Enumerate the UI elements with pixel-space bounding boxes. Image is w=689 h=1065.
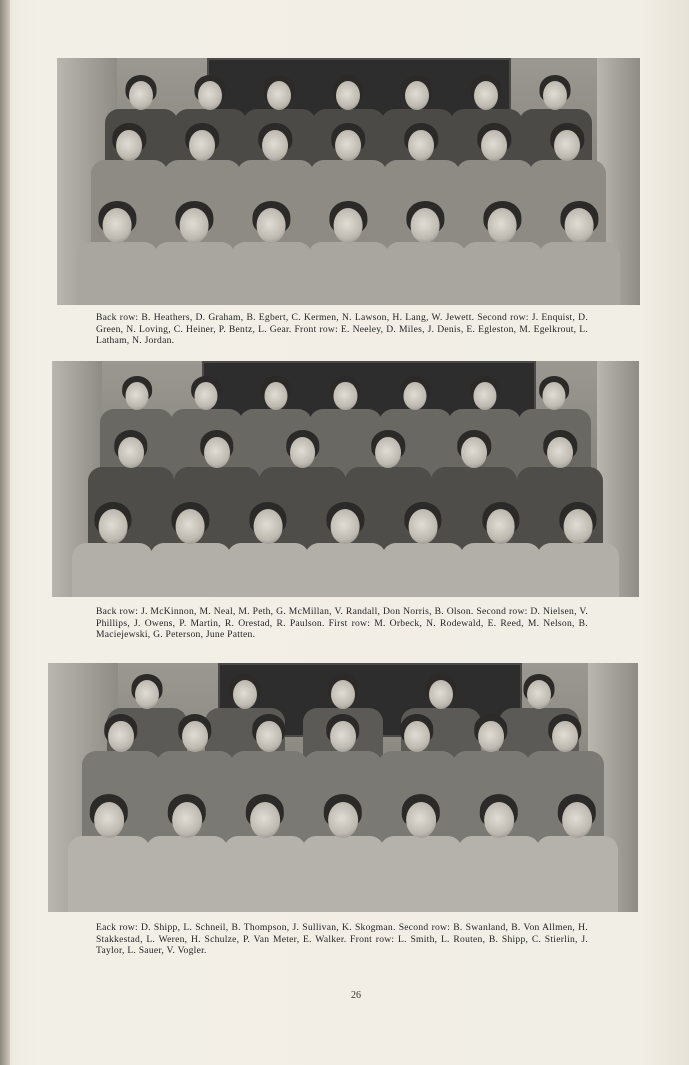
student-figure [224, 793, 306, 912]
student-figure [68, 793, 150, 912]
student-figure [72, 501, 153, 597]
student-figure [302, 793, 384, 912]
photo-2-caption: Back row: J. McKinnon, M. Neal, M. Peth, G. McMillan, V. Randall, Don Norris, B. Olson. Second row: D. Nielsen, V. Phillips, J. Owens, P. Martin, R. Orestad, R. Paulson. First row: M. Orbeck, N. Rodewald, E. Reed, M. Nelson, B. Maciejewski, G. Peterson, June Patten. [96, 606, 588, 641]
student-figure [385, 200, 466, 305]
student-figure [380, 793, 462, 912]
student-figure [462, 200, 543, 305]
student-figure [150, 501, 231, 597]
class-photo-1 [57, 58, 640, 305]
student-figure [305, 501, 386, 597]
student-figure [146, 793, 228, 912]
student-figure [382, 501, 463, 597]
student-figure [77, 200, 158, 305]
class-photo-3 [48, 663, 638, 912]
student-figure [227, 501, 308, 597]
photo-1-caption: Back row: B. Heathers, D. Graham, B. Egbert, C. Kermen, N. Lawson, H. Lang, W. Jewett. Second row: J. Enquist, D. Green, N. Loving, C. Heiner, P. Bentz, L. Gear. Front row: E. Neeley, D. Miles, J. Denis, E. Egleston, M. Egelkrout, L. Latham, N. Jordan. [96, 312, 588, 347]
book-spine-shadow [0, 0, 10, 1065]
student-figure [231, 200, 312, 305]
student-figure [308, 200, 389, 305]
photo-3-caption: Eack row: D. Shipp, L. Schneil, B. Thompson, J. Sullivan, K. Skogman. Second row: B. Swanland, B. Von Allmen, H. Stakkestad, L. Weren, H. Schulze, P. Van Meter, E. Walker. Front row: L. Smith, L. Routen, B. Shipp, C. Stierlin, J. Taylor, L. Sauer, V. Vogler. [96, 922, 588, 957]
student-figure [539, 200, 620, 305]
student-figure [460, 501, 541, 597]
student-figure [536, 793, 618, 912]
student-figure [537, 501, 618, 597]
student-figure [458, 793, 540, 912]
page-number: 26 [351, 990, 361, 1001]
class-photo-2 [52, 361, 639, 597]
student-figure [154, 200, 235, 305]
